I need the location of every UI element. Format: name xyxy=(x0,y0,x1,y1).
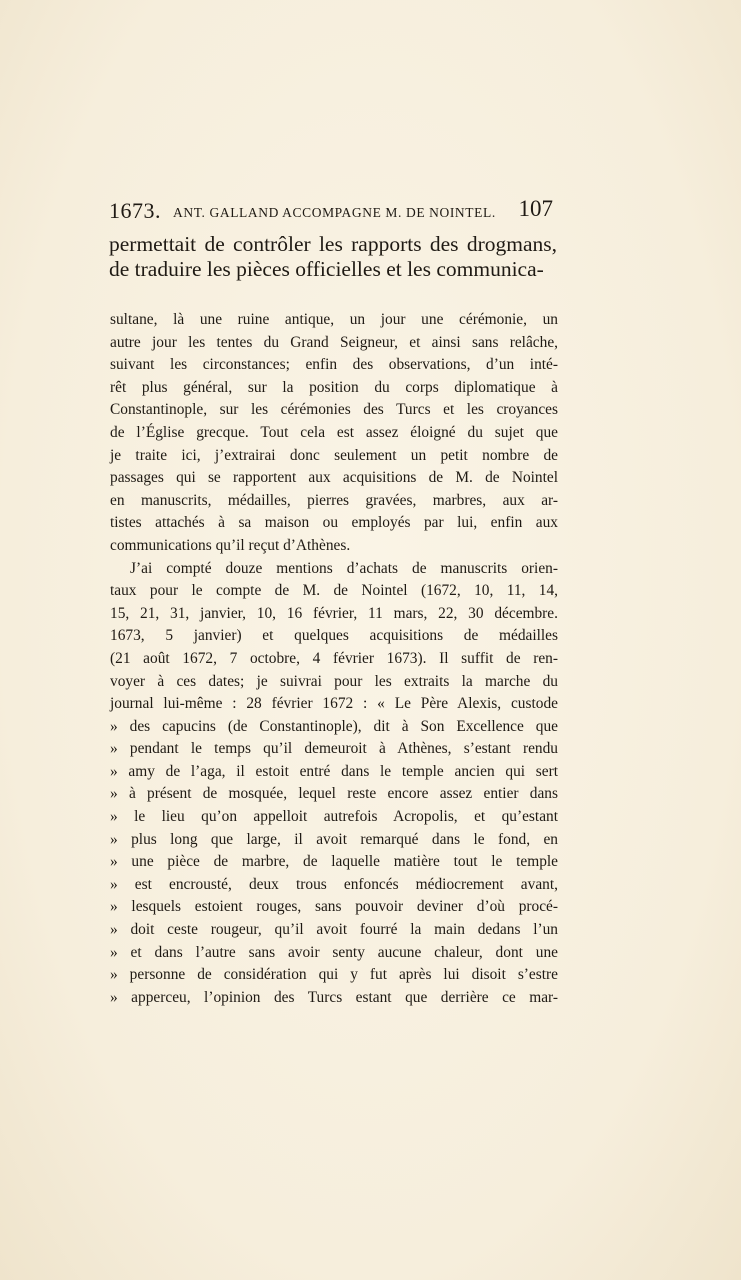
text-line: tistes attachés à sa maison ou employés par lui, enfin aux xyxy=(110,514,558,532)
text-line: » lesquels estoient rouges, sans pouvoir deviner d’où procé- xyxy=(110,898,558,916)
text-line: (21 août 1672, 7 octobre, 4 février 1673). Il suffit de ren- xyxy=(110,649,558,667)
text-line: sultane, là une ruine antique, un jour une cérémonie, un xyxy=(110,311,558,328)
pasted-text-strip xyxy=(109,232,557,282)
text-line: journal lui-même : 28 février 1672 : « Le Père Alexis, custode xyxy=(110,695,558,713)
text-line: voyer à ces dates; je suivrai pour les extraits la marche du xyxy=(110,672,558,690)
text-line: » et dans l’autre sans avoir senty aucune chaleur, dont une xyxy=(110,943,558,961)
text-line: Constantinople, sur les cérémonies des Turcs et les croyances xyxy=(110,401,558,419)
body-text xyxy=(110,309,558,1009)
page-header xyxy=(109,196,553,228)
page-number: 107 xyxy=(518,196,553,221)
text-line: J’ai compté douze mentions d’achats de manuscrits orien- xyxy=(130,559,558,577)
text-line: communications qu’il reçut d’Athènes. xyxy=(110,536,351,554)
text-line: suivant les circonstances; enfin des observations, d’un inté- xyxy=(110,356,558,374)
pasted-line: permettait de contrôler les rapports des drogmans, xyxy=(109,232,557,256)
text-line: de l’Église grecque. Tout cela est assez éloigné du sujet que xyxy=(110,423,558,441)
text-line: » apperceu, l’opinion des Turcs estant que derrière ce mar- xyxy=(110,988,558,1006)
text-line: autre jour les tentes du Grand Seigneur, et ainsi sans relâche, xyxy=(110,333,558,351)
running-title: ANT. GALLAND ACCOMPAGNE M. DE NOINTEL. xyxy=(173,205,496,220)
text-line: je traite ici, j’extrairai donc seulement un petit nombre de xyxy=(110,446,558,464)
text-line: 15, 21, 31, janvier, 10, 16 février, 11 mars, 22, 30 décembre. xyxy=(110,604,558,622)
text-line: 1673, 5 janvier) et quelques acquisitions de médailles xyxy=(110,627,558,645)
text-line: taux pour le compte de M. de Nointel (1672, 10, 11, 14, xyxy=(110,582,558,600)
text-line: en manuscrits, médailles, pierres gravées, marbres, aux ar- xyxy=(110,491,558,509)
text-line: » doit ceste rougeur, qu’il avoit fourré la main dedans l’un xyxy=(110,921,558,939)
text-line: » à présent de mosquée, lequel reste encore assez entier dans xyxy=(110,785,558,803)
text-line: » le lieu qu’on appelloit autrefois Acropolis, et qu’estant xyxy=(110,808,558,826)
text-line: » une pièce de marbre, de laquelle matière tout le temple xyxy=(110,853,558,871)
text-line: » des capucins (de Constantinople), dit à Son Excellence que xyxy=(110,717,558,735)
pasted-line: de traduire les pièces officielles et les communica- xyxy=(109,257,544,281)
text-line: » personne de considération qui y fut après lui disoit s’estre xyxy=(110,966,558,984)
text-line: » amy de l’aga, il estoit entré dans le temple ancien qui sert xyxy=(110,762,558,780)
text-line: rêt plus général, sur la position du corps diplomatique à xyxy=(110,378,558,396)
text-line: » plus long que large, il avoit remarqué dans le fond, en xyxy=(110,830,558,848)
text-line: » pendant le temps qu’il demeuroit à Athènes, s’estant rendu xyxy=(110,740,558,758)
text-line: » est encrousté, deux trous enfoncés médiocrement avant, xyxy=(110,875,558,893)
text-line: passages qui se rapportent aux acquisitions de M. de Nointel xyxy=(110,469,558,487)
header-year: 1673. xyxy=(109,198,161,223)
